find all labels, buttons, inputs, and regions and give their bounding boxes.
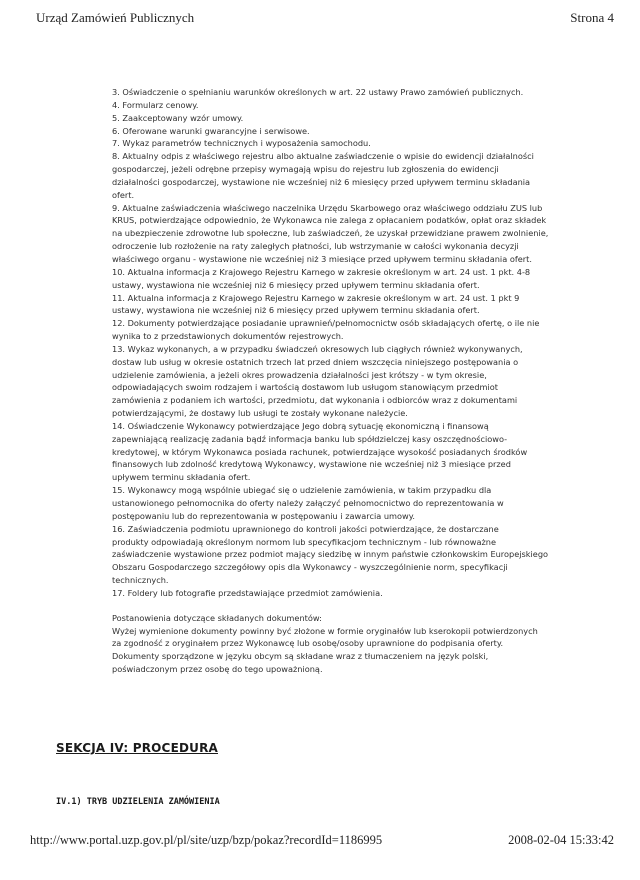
text-line: 17. Foldery lub fotografie przedstawiające przedmiot zamówienia. bbox=[112, 587, 383, 598]
text-line: zapewniającą realizację zadania bądź informacja banku lub spółdzielczej kasy oszczędnościowo- bbox=[112, 433, 508, 444]
text-line: potwierdzającymi, że dostawy lub usługi te zostały wykonane należycie. bbox=[112, 408, 408, 419]
text-line: ustawy, wystawiona nie wcześniej niż 6 miesięcy przed upływem terminu składania ofert. bbox=[112, 279, 480, 290]
text-line: upływem terminu składania ofert. bbox=[112, 472, 251, 483]
text-line: 10. Aktualna informacja z Krajowego Rejestru Karnego w zakresie określonym w art. 24 ust. 1 pkt. 4-8 bbox=[112, 266, 531, 277]
text-line: udzielenie zamówienia, a jeżeli okres prowadzenia działalności jest krótszy - w tym okresie, bbox=[112, 369, 487, 380]
document-header-title: Urząd Zamówień Publicznych bbox=[36, 10, 195, 25]
text-line: 16. Zaświadczenia podmiotu uprawnionego do kontroli jakości potwierdzające, że dostarczane bbox=[112, 523, 499, 534]
footer-timestamp: 2008-02-04 15:33:42 bbox=[508, 833, 614, 847]
text-line: 7. Wykaz parametrów technicznych i wyposażenia samochodu. bbox=[112, 138, 371, 149]
text-line: KRUS, potwierdzające odpowiednio, że Wykonawca nie zalega z opłacaniem podatków, opłat oraz składek bbox=[112, 215, 547, 226]
text-line: gospodarczej, jeżeli odrębne przepisy wymagają wpisu do rejestru lub zgłoszenia do ewidencji bbox=[112, 164, 499, 175]
text-line: Dokumenty sporządzone w języku obcym są składane wraz z tłumaczeniem na język polski, bbox=[112, 651, 489, 662]
text-line: za zgodność z oryginałem przez Wykonawcę lub osobę/osoby uprawnione do podpisania oferty. bbox=[112, 638, 504, 649]
text-line: Wyżej wymienione dokumenty powinny być złożone w formie oryginałów lub kserokopii potwierdzonych bbox=[112, 625, 538, 636]
text-line: 11. Aktualna informacja z Krajowego Rejestru Karnego w zakresie określonym w art. 24 ust. 1 pkt 9 bbox=[112, 292, 520, 303]
text-line: zaświadczenie wystawione przez podmiot mający siedzibę w innym państwie członkowskim Europejskiego bbox=[112, 549, 549, 560]
text-line: wynika to z przedstawionych dokumentów rejestrowych. bbox=[112, 331, 344, 342]
text-line: odroczenie lub rozłożenie na raty zaległych płatności, lub wstrzymanie w całości wykonania decyzji bbox=[112, 241, 519, 252]
section-heading: SEKCJA IV: PROCEDURA bbox=[56, 741, 218, 755]
text-line: 9. Aktualne zaświadczenia właściwego naczelnika Urzędu Skarbowego oraz właściwego oddziału ZUS lub bbox=[112, 202, 543, 213]
text-line: działalności gospodarczej, wystawione nie wcześniej niż 6 miesięcy przed upływem terminu składania bbox=[112, 176, 531, 187]
text-line: poświadczonym przez osobę do tego upoważnioną. bbox=[112, 664, 323, 675]
text-line: ofert. bbox=[112, 189, 135, 200]
page-number: Strona 4 bbox=[570, 10, 614, 25]
subsection-heading: IV.1) TRYB UDZIELENIA ZAMÓWIENIA bbox=[56, 797, 220, 807]
text-line: 8. Aktualny odpis z właściwego rejestru albo aktualne zaświadczenie o wpisie do ewidencji działalności bbox=[112, 151, 534, 162]
text-line: ustawy, wystawiona nie wcześniej niż 6 miesięcy przed upływem terminu składania ofert. bbox=[112, 305, 480, 316]
text-line: zamówienia z podaniem ich wartości, przedmiotu, dat wykonania i odbiorców wraz z dokumentami bbox=[112, 395, 518, 406]
text-line: Obszaru Gospodarczego szczegółowy opis dla Wykonawcy - wyszczególnienie norm, specyfikacji bbox=[112, 562, 508, 573]
footer-url: http://www.portal.uzp.gov.pl/pl/site/uzp/bzp/pokaz?recordId=1186995 bbox=[30, 833, 383, 847]
text-line: finansowych lub zdolność kredytową Wykonawcy, wystawione nie wcześniej niż 3 miesiące przed bbox=[112, 459, 511, 470]
text-line: technicznych. bbox=[112, 575, 169, 586]
text-line: 6. Oferowane warunki gwarancyjne i serwisowe. bbox=[112, 125, 310, 136]
text-line: produkty odpowiadają określonym normom lub specyfikacjom technicznym - lub równoważne bbox=[112, 536, 497, 547]
text-line: Postanowienia dotyczące składanych dokumentów: bbox=[112, 612, 322, 623]
text-line: 14. Oświadczenie Wykonawcy potwierdzające Jego dobrą sytuację ekonomiczną i finansową bbox=[112, 420, 489, 431]
document-body bbox=[112, 86, 584, 676]
text-line: kredytowej, w którym Wykonawca posiada rachunek, potwierdzające wysokość posiadanych środków bbox=[112, 446, 528, 457]
text-line: 15. Wykonawcy mogą wspólnie ubiegać się o udzielenie zamówienia, w takim przypadku dla bbox=[112, 485, 492, 496]
text-line: 3. Oświadczenie o spełnianiu warunków określonych w art. 22 ustawy Prawo zamówień publicznych. bbox=[112, 87, 524, 97]
text-line: dostaw lub usług w okresie ostatnich trzech lat przed dniem wszczęcia niniejszego postępowania o bbox=[112, 356, 519, 367]
text-line: ustanowionego pełnomocnika do oferty należy załączyć pełnomocnictwo do reprezentowania w bbox=[112, 498, 504, 508]
required-documents-list bbox=[112, 86, 584, 600]
text-line: 12. Dokumenty potwierdzające posiadanie uprawnień/pełnomocnictw osób składających ofertę, o ile nie bbox=[112, 318, 540, 329]
text-line: postępowaniu lub do reprezentowania w postępowaniu i zawarcia umowy. bbox=[112, 510, 415, 521]
text-line: 4. Formularz cenowy. bbox=[112, 99, 199, 110]
text-line: 5. Zaakceptowany wzór umowy. bbox=[112, 112, 244, 123]
text-line: odpowiadających swoim rodzajem i wartością dostawom lub usługom stanowiącym przedmiot bbox=[112, 382, 498, 393]
text-line: na ubezpieczenie zdrowotne lub społeczne, lub zaświadczeń, że uzyskał przewidziane prawem zwolnienie, bbox=[112, 228, 549, 239]
text-line: właściwego organu - wystawione nie wcześniej niż 3 miesiące przed upływem terminu składania ofert. bbox=[112, 253, 532, 264]
document-provisions-note bbox=[112, 612, 584, 676]
text-line: 13. Wykaz wykonanych, a w przypadku świadczeń okresowych lub ciągłych również wykonywanych, bbox=[112, 343, 523, 354]
